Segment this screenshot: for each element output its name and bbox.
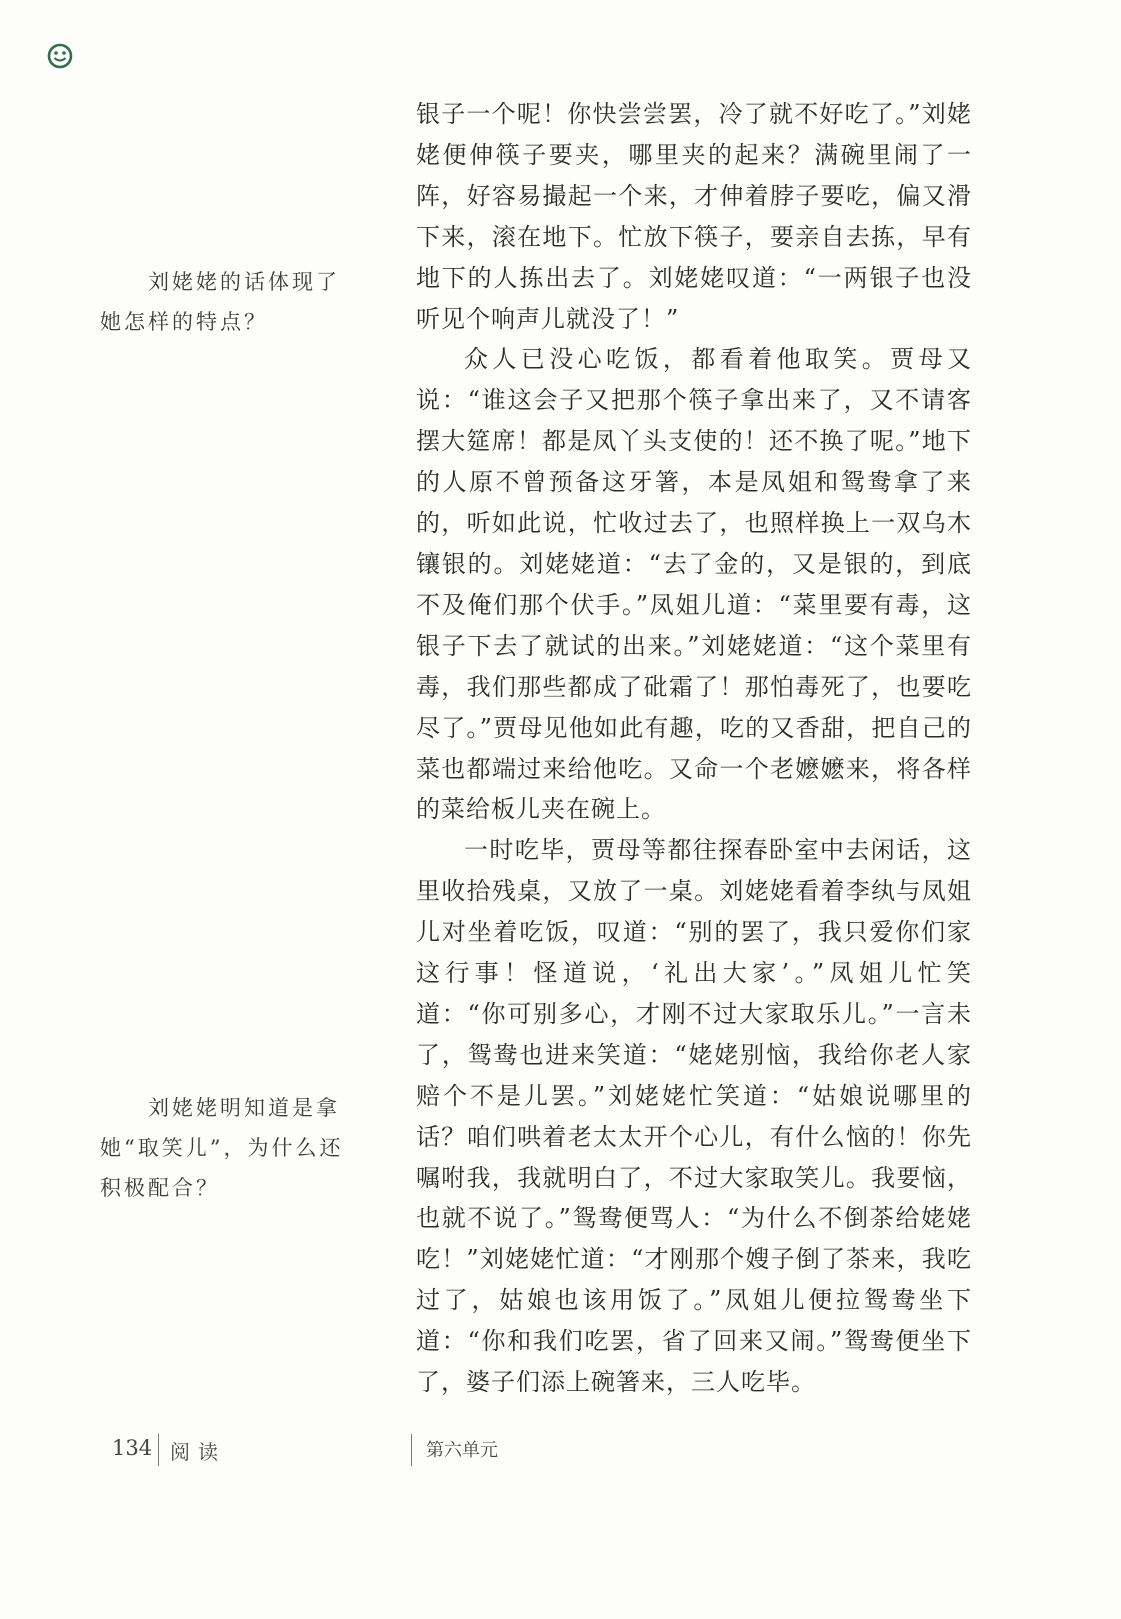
paragraph: 一时吃毕，贾母等都往探春卧室中去闲话，这里收拾残桌，又放了一桌。刘姥姥看着李纨与凤姐儿对坐着吃饭，叹道：“别的罢了，我只爱你们家这行事！怪道说，‘礼出大家’。”凤姐儿忙笑道：“你可别多心，才刚不过大家取乐儿。”一言未了，鸳鸯也进来笑道：“姥姥别恼，我给你老人家赔个不是儿罢。”刘姥姥忙笑道：“姑娘说哪里的话？咱们哄着老太太开个心儿，有什么恼的！你先嘱咐我，我就明白了，不过大家取笑儿。我要恼，也就不说了。”鸳鸯便骂人：“为什么不倒茶给姥姥吃！”刘姥姥忙道：“才刚那个嫂子倒了茶来，我吃过了，姑娘也该用饭了。”凤姐儿便拉鸳鸯坐下道：“你和我们吃罢，省了回来又闹。”鸳鸯便坐下了，婆子们添上碗箸来，三人吃毕。 (416, 836, 972, 1397)
paragraph: 众人已没心吃饭，都看着他取笑。贾母又说：“谁这会子又把那个筷子拿出来了，又不请客摆大筵席！都是凤丫头支使的！还不换了呢。”地下的人原不曾预备这牙箸，本是凤姐和鸳鸯拿了来的，听如此说，忙收过去了，也照样换上一双乌木镶银的。刘姥姥道：“去了金的，又是银的，到底不及俺们那个伏手。”凤姐儿道：“菜里要有毒，这银子下去了就试的出来。”刘姥姥道：“这个菜里有毒，我们那些都成了砒霜了！那怕毒死了，也要吃尽了。”贾母见他如此有趣，吃的又香甜，把自己的菜也都端过来给他吃。又命一个老嬷嬷来，将各样的菜给板儿夹在碗上。 (416, 345, 972, 824)
paragraph: 银子一个呢！你快尝尝罢，冷了就不好吃了。”刘姥姥便伸筷子要夹，哪里夹的起来？满碗里闹了一阵，好容易撮起一个来，才伸着脖子要吃，偏又滑下来，滚在地下。忙放下筷子，要亲自去拣，早有地下的人拣出去了。刘姥姥叹道：“一两银子也没听见个响声儿就没了！” (416, 100, 972, 333)
side-note-2: 刘姥姥明知道是拿她“取笑儿”，为什么还积极配合？ (100, 1096, 344, 1200)
page-number: 134 (112, 1436, 153, 1460)
footer-unit-label: 第六单元 (426, 1440, 498, 1461)
body-text (416, 94, 972, 1403)
side-note-1: 刘姥姥的话体现了她怎样的特点？ (100, 270, 340, 334)
footer-section-label: 阅读 (170, 1440, 226, 1464)
footer-divider (158, 1434, 159, 1466)
smiley-icon (46, 42, 74, 70)
footer-divider (411, 1434, 412, 1466)
